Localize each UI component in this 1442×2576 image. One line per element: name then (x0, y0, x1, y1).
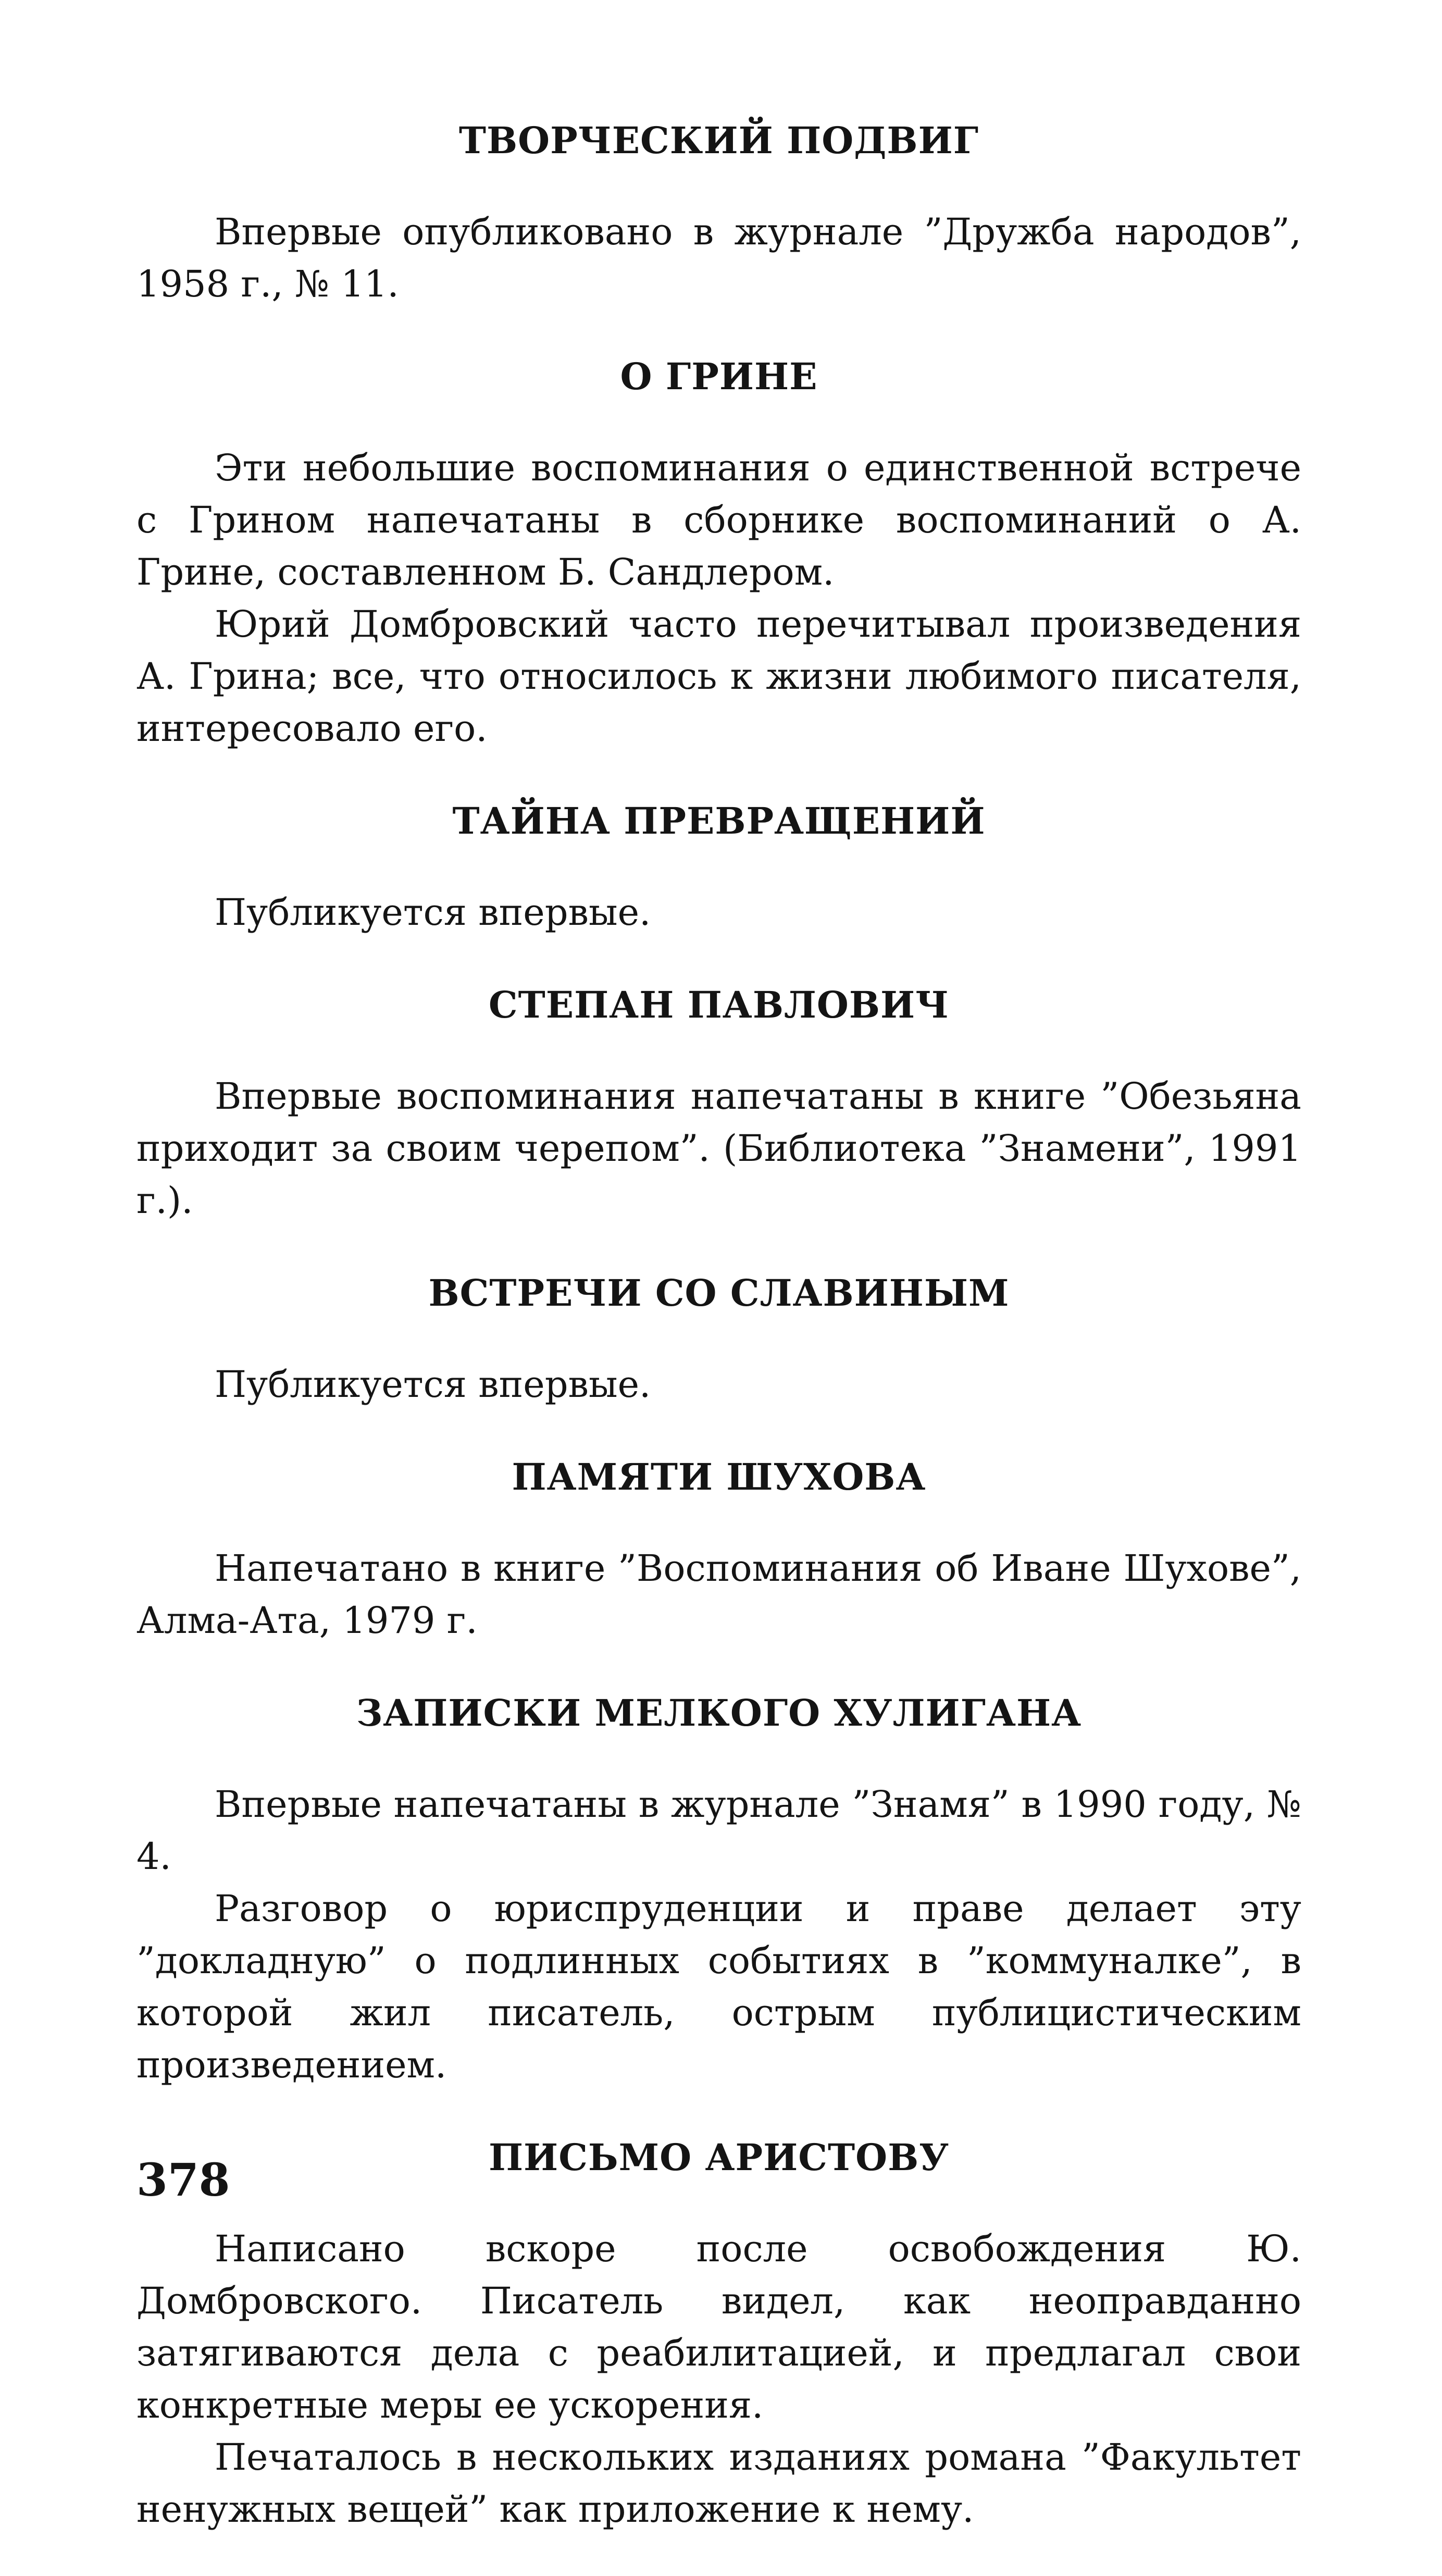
section-title: ТВОРЧЕСКИЙ ПОДВИГ (458, 119, 979, 162)
section-title: СТЕПАН ПАВЛОВИЧ (488, 983, 950, 1026)
section-zapiski-melkogo-huligana (136, 1687, 1301, 2091)
paragraph: Эти небольшие воспоминания о единственной встрече с Грином напечатаны в сборнике воспоминаний о А. Грине, составленном Б. Сандлером. (136, 447, 1301, 593)
paragraph: Публикуется впервые. (215, 1363, 651, 1406)
paragraph: Юрий Домбровский часто перечитывал произведения А. Грина; все, что относилось к жизни любимого писателя, интересовало его. (136, 603, 1301, 750)
paragraph: Впервые напечатаны в журнале ”Знамя” в 1990 году, № 4. (136, 1783, 1301, 1878)
paragraph: Разговор о юриспруденции и праве делает эту ”докладную” о подлинных событиях в ”коммуналке”, в которой жил писатель, острым публицистическим произведением. (136, 1887, 1301, 2086)
section-tayna-prevrascheniy (136, 795, 1301, 938)
paragraph: Публикуется впервые. (215, 891, 651, 934)
page-number: 378 (136, 2154, 230, 2207)
section-title: ЗАПИСКИ МЕЛКОГО ХУЛИГАНА (356, 1691, 1082, 1735)
section-o-grine (136, 351, 1301, 754)
section-title: ПАМЯТИ ШУХОВА (512, 1455, 926, 1498)
section-pamyati-shuhova (136, 1451, 1301, 1646)
paragraph: Написано вскоре после освобождения Ю. Домбровского. Писатель видел, как неоправданно затягиваются дела с реабилитацией, и предлагал свои конкретные меры ее ускорения. (136, 2227, 1301, 2426)
page-content (136, 115, 1301, 2576)
section-title: ВСТРЕЧИ СО СЛАВИНЫМ (428, 1271, 1010, 1315)
section-title: ПИСЬМО АРИСТОВУ (488, 2136, 950, 2179)
section-stepan-pavlovich (136, 979, 1301, 1227)
paragraph: Напечатано в книге ”Воспоминания об Иване Шухове”, Алма-Ата, 1979 г. (136, 1547, 1301, 1642)
paragraph: Впервые воспоминания напечатаны в книге ”Обезьяна приходит за своим черепом”. (Библиотека ”Знамени”, 1991 г.). (136, 1075, 1301, 1222)
section-title: ТАЙНА ПРЕВРАЩЕНИЙ (452, 799, 986, 843)
paragraph: Впервые опубликовано в журнале ”Дружба народов”, 1958 г., № 11. (136, 210, 1301, 305)
section-pismo-aristovu (136, 2132, 1301, 2535)
section-title: О ГРИНЕ (620, 355, 818, 398)
section-tvorchesky-podvig (136, 115, 1301, 310)
section-vstrechi-so-slavinym (136, 1267, 1301, 1410)
paragraph: Печаталось в нескольких изданиях романа ”Факультет ненужных вещей” как приложение к нему. (136, 2436, 1301, 2531)
